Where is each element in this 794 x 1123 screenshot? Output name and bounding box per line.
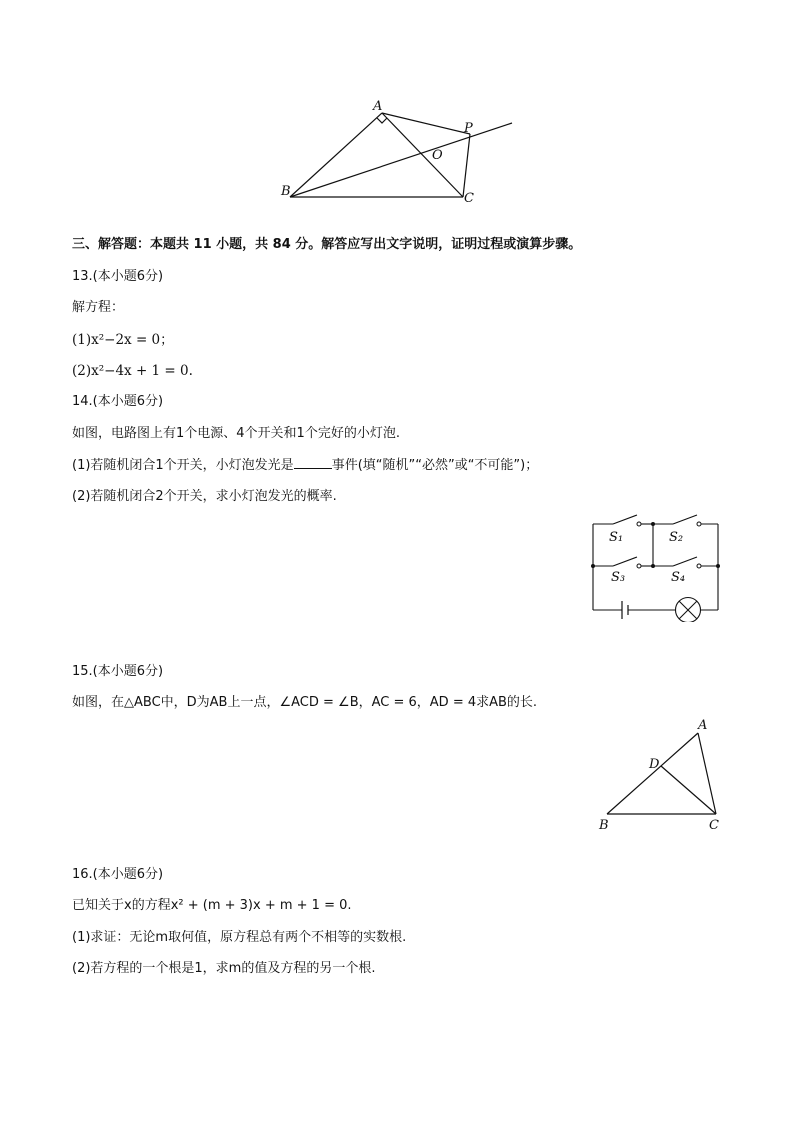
q14-part1-before: (1)若随机闭合1个开关，小灯泡发光是 (72, 458, 294, 473)
switch-s3-blade (613, 557, 637, 566)
q14-intro: 如图，电路图上有1个电源、4个开关和1个完好的小灯泡. (72, 426, 400, 441)
label-b: B (281, 184, 291, 199)
q14-part1 (72, 456, 538, 475)
label-a: A (698, 718, 708, 733)
segment-ap (382, 113, 470, 134)
line-bp (290, 123, 512, 197)
label-s1: S₁ (609, 530, 624, 545)
label-s2: S₂ (669, 530, 684, 545)
label-s4: S₄ (671, 570, 686, 585)
label-c: C (709, 818, 719, 833)
switch-s2-blade (673, 515, 697, 524)
q13-part2: (2)x²−4x + 1 = 0. (72, 363, 193, 379)
q15-header: 15.(本小题6分) (72, 664, 164, 679)
label-p: P (464, 121, 473, 136)
switch-s1-blade (613, 515, 637, 524)
q14-part1-after: 事件(填“随机”“必然”或“不可能”)； (331, 458, 539, 473)
battery-symbol (622, 601, 628, 619)
figure-circuit (585, 510, 730, 622)
segment-pc (463, 134, 470, 197)
label-b: B (599, 818, 609, 833)
q16-text: 已知关于x的方程x² + (m + 3)x + m + 1 = 0. (72, 898, 352, 913)
segment-ac (698, 733, 716, 814)
figure-triangle-abc-with-point-d (595, 716, 730, 836)
q16-header: 16.(本小题6分) (72, 867, 164, 882)
q16-part1: (1)求证：无论m取何值，原方程总有两个不相等的实数根. (72, 930, 407, 945)
q13-prompt: 解方程： (72, 300, 125, 315)
q14-header: 14.(本小题6分) (72, 394, 164, 409)
q14-part2: (2)若随机闭合2个开关，求小灯泡发光的概率. (72, 489, 337, 504)
q16-part2: (2)若方程的一个根是1，求m的值及方程的另一个根. (72, 961, 376, 976)
label-s3: S₃ (611, 570, 626, 585)
label-o: O (432, 148, 443, 163)
segment-dc (661, 766, 716, 814)
figure-triangle-abc-with-point-p (270, 92, 530, 212)
segment-ab (290, 113, 382, 197)
q15-text: 如图，在△ABC中，D为AB上一点，∠ACD = ∠B，AC = 6，AD = 4求AB的长. (72, 695, 538, 710)
label-d: D (649, 757, 660, 772)
segment-ba (607, 733, 698, 814)
switch-s4-blade (673, 557, 697, 566)
label-a: A (373, 99, 383, 114)
q13-part1: (1)x²−2x = 0； (72, 332, 174, 348)
section-heading: 三、解答题：本题共 11 小题，共 84 分。解答应写出文字说明，证明过程或演算步骤。 (72, 237, 582, 252)
answer-blank (294, 456, 332, 469)
segment-ac (382, 113, 463, 197)
label-c: C (464, 191, 474, 206)
right-angle-mark (377, 118, 387, 123)
q13-header: 13.(本小题6分) (72, 269, 164, 284)
